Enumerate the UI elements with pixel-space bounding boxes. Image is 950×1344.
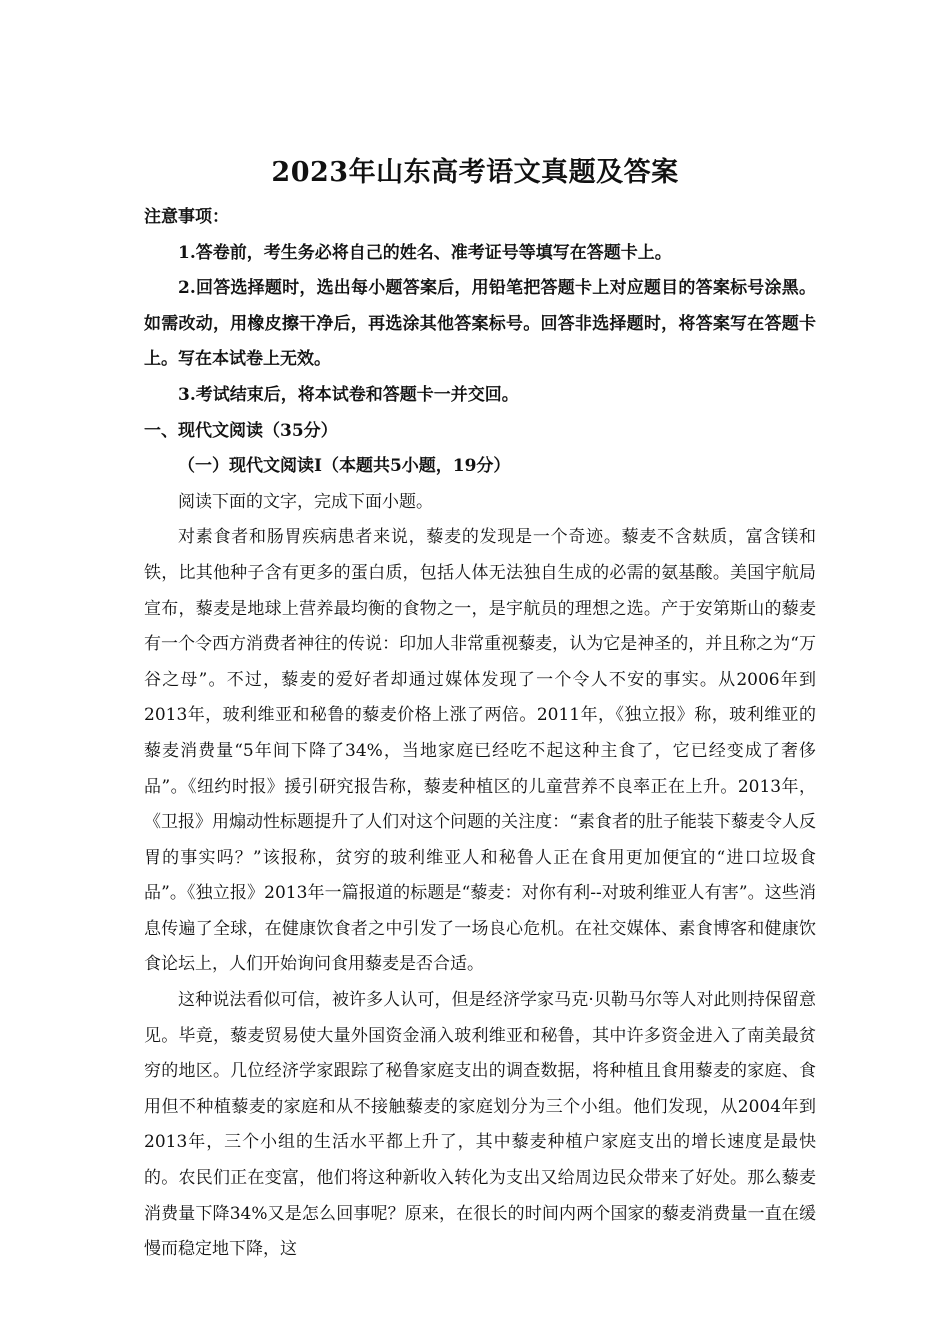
document-body xyxy=(144,200,816,1268)
subsection-heading: （一）现代文阅读Ⅰ（本题共5小题，19分） xyxy=(178,456,511,477)
notice-item-2: 2.回答选择题时，选出每小题答案后，用铅笔把答题卡上对应题目的答案标号涂黑。如需改动，用橡皮擦干净后，再选涂其他答案标号。回答非选择题时，将答案写在答题卡上。写在本试卷上无效。 xyxy=(144,278,816,370)
notice-item-1: 1.答卷前，考生务必将自己的姓名、准考证号等填写在答题卡上。 xyxy=(178,242,672,263)
document-title: 2023年山东高考语文真题及答案 xyxy=(271,157,679,188)
reading-instruction: 阅读下面的文字，完成下面小题。 xyxy=(178,491,433,512)
passage-paragraph-2: 这种说法看似可信，被许多人认可，但是经济学家马克·贝勒马尔等人对此则持保留意见。毕竟，藜麦贸易使大量外国资金涌入玻利维亚和秘鲁，其中许多资金进入了南美最贫穷的地区。几位经济学家跟踪了秘鲁家庭支出的调查数据，将种植且食用藜麦的家庭、食用但不种植藜麦的家庭和从不接触藜麦的家庭划分为三个小组。他们发现，从2004年到2013年，三个小组的生活水平都上升了，其中藜麦种植户家庭支出的增长速度是最快的。农民们正在变富，他们将这种新收入转化为支出又给周边民众带来了好处。那么藜麦消费量下降34%又是怎么回事呢？原来，在很长的时间内两个国家的藜麦消费量一直在缓慢而稳定地下降，这 xyxy=(144,990,816,1260)
passage-paragraph-1: 对素食者和肠胃疾病患者来说，藜麦的发现是一个奇迹。藜麦不含麸质，富含镁和铁，比其他种子含有更多的蛋白质，包括人体无法独自生成的必需的氨基酸。美国宇航局宣布，藜麦是地球上营养最均衡的食物之一，是宇航员的理想之选。产于安第斯山的藜麦有一个令西方消费者神往的传说：印加人非常重视藜麦，认为它是神圣的，并且称之为“万谷之母”。不过，藜麦的爱好者却通过媒体发现了一个令人不安的事实。从2006年到2013年，玻利维亚和秘鲁的藜麦价格上涨了两倍。2011年，《独立报》称，玻利维亚的藜麦消费量“5年间下降了34%，当地家庭已经吃不起这种主食了，它已经变成了奢侈品”。《纽约时报》援引研究报告称，藜麦种植区的儿童营养不良率正在上升。2013年，《卫报》用煽动性标题提升了人们对这个问题的关注度：“素食者的肚子能装下藜麦令人反胃的事实吗？”该报称，贫穷的玻利维亚人和秘鲁人正在食用更加便宜的“进口垃圾食品”。《独立报》2013年一篇报道的标题是“藜麦：对你有利--对玻利维亚人有害”。这些消息传遍了全球，在健康饮食者之中引发了一场良心危机。在社交媒体、素食博客和健康饮食论坛上，人们开始询问食用藜麦是否合适。 xyxy=(144,527,816,975)
section-heading: 一、现代文阅读（35分） xyxy=(144,420,338,441)
notice-heading: 注意事项： xyxy=(144,207,229,227)
notice-item-3: 3.考试结束后，将本试卷和答题卡一并交回。 xyxy=(178,384,519,405)
